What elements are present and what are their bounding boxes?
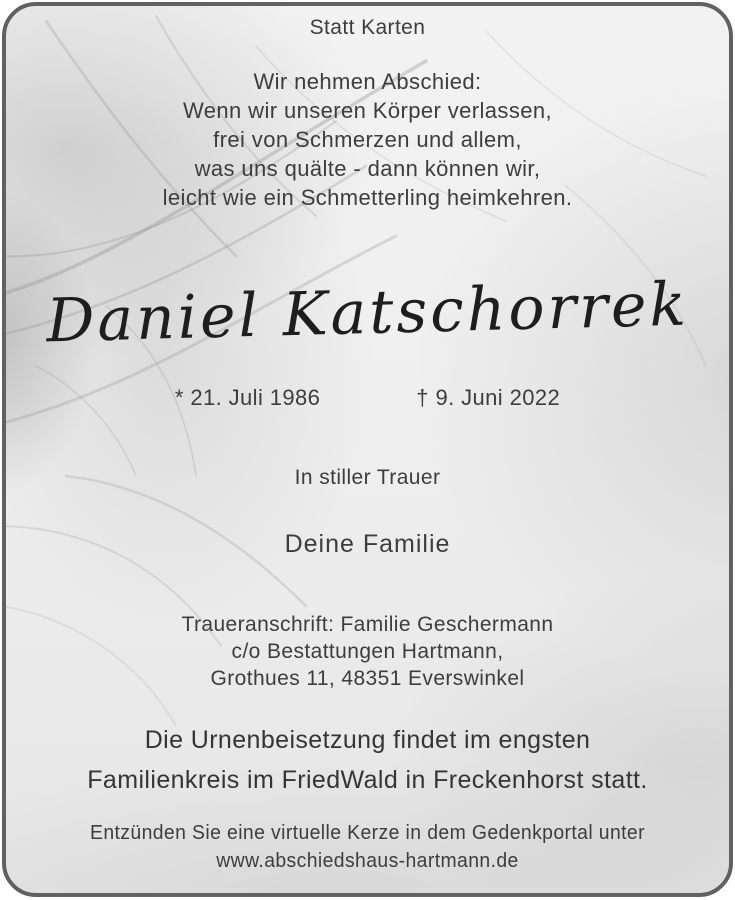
candle-notice-line: Entzünden Sie eine virtuelle Kerze in dem Gedenkportal unter [90, 822, 645, 844]
candle-notice [17, 819, 718, 875]
burial-notice-line: Familienkreis im FriedWald in Freckenhorst statt. [87, 766, 648, 794]
family-signature: Deine Familie [284, 530, 451, 558]
burial-notice [6, 720, 729, 800]
birth-date: * 21. Juli 1986 [174, 385, 321, 410]
obituary-card [2, 2, 733, 897]
memorial-poem [6, 67, 729, 212]
life-dates [6, 385, 729, 411]
death-date: † 9. Juni 2022 [416, 385, 561, 410]
memorial-url: www.abschiedshaus-hartmann.de [216, 850, 519, 872]
poem-line: Wenn wir unseren Körper verlassen, [182, 98, 553, 123]
burial-notice-line: Die Urnenbeisetzung findet im engsten [144, 726, 591, 754]
poem-line: was uns quälte - dann können wir, [194, 156, 541, 181]
address-line: Grothues 11, 48351 Everswinkel [210, 667, 525, 690]
poem-line: Wir nehmen Abschied: [253, 69, 482, 94]
poem-line: frei von Schmerzen und allem, [213, 127, 522, 152]
poem-line: leicht wie ein Schmetterling heimkehren. [162, 185, 573, 210]
address-line: Traueranschrift: Familie Geschermann [181, 613, 554, 636]
mourning-line: In stiller Trauer [294, 466, 441, 489]
header-note: Statt Karten [309, 16, 426, 39]
deceased-name: Daniel Katschorrek [45, 269, 690, 357]
mourning-address [6, 611, 729, 692]
address-line: c/o Bestattungen Hartmann, [231, 640, 504, 663]
